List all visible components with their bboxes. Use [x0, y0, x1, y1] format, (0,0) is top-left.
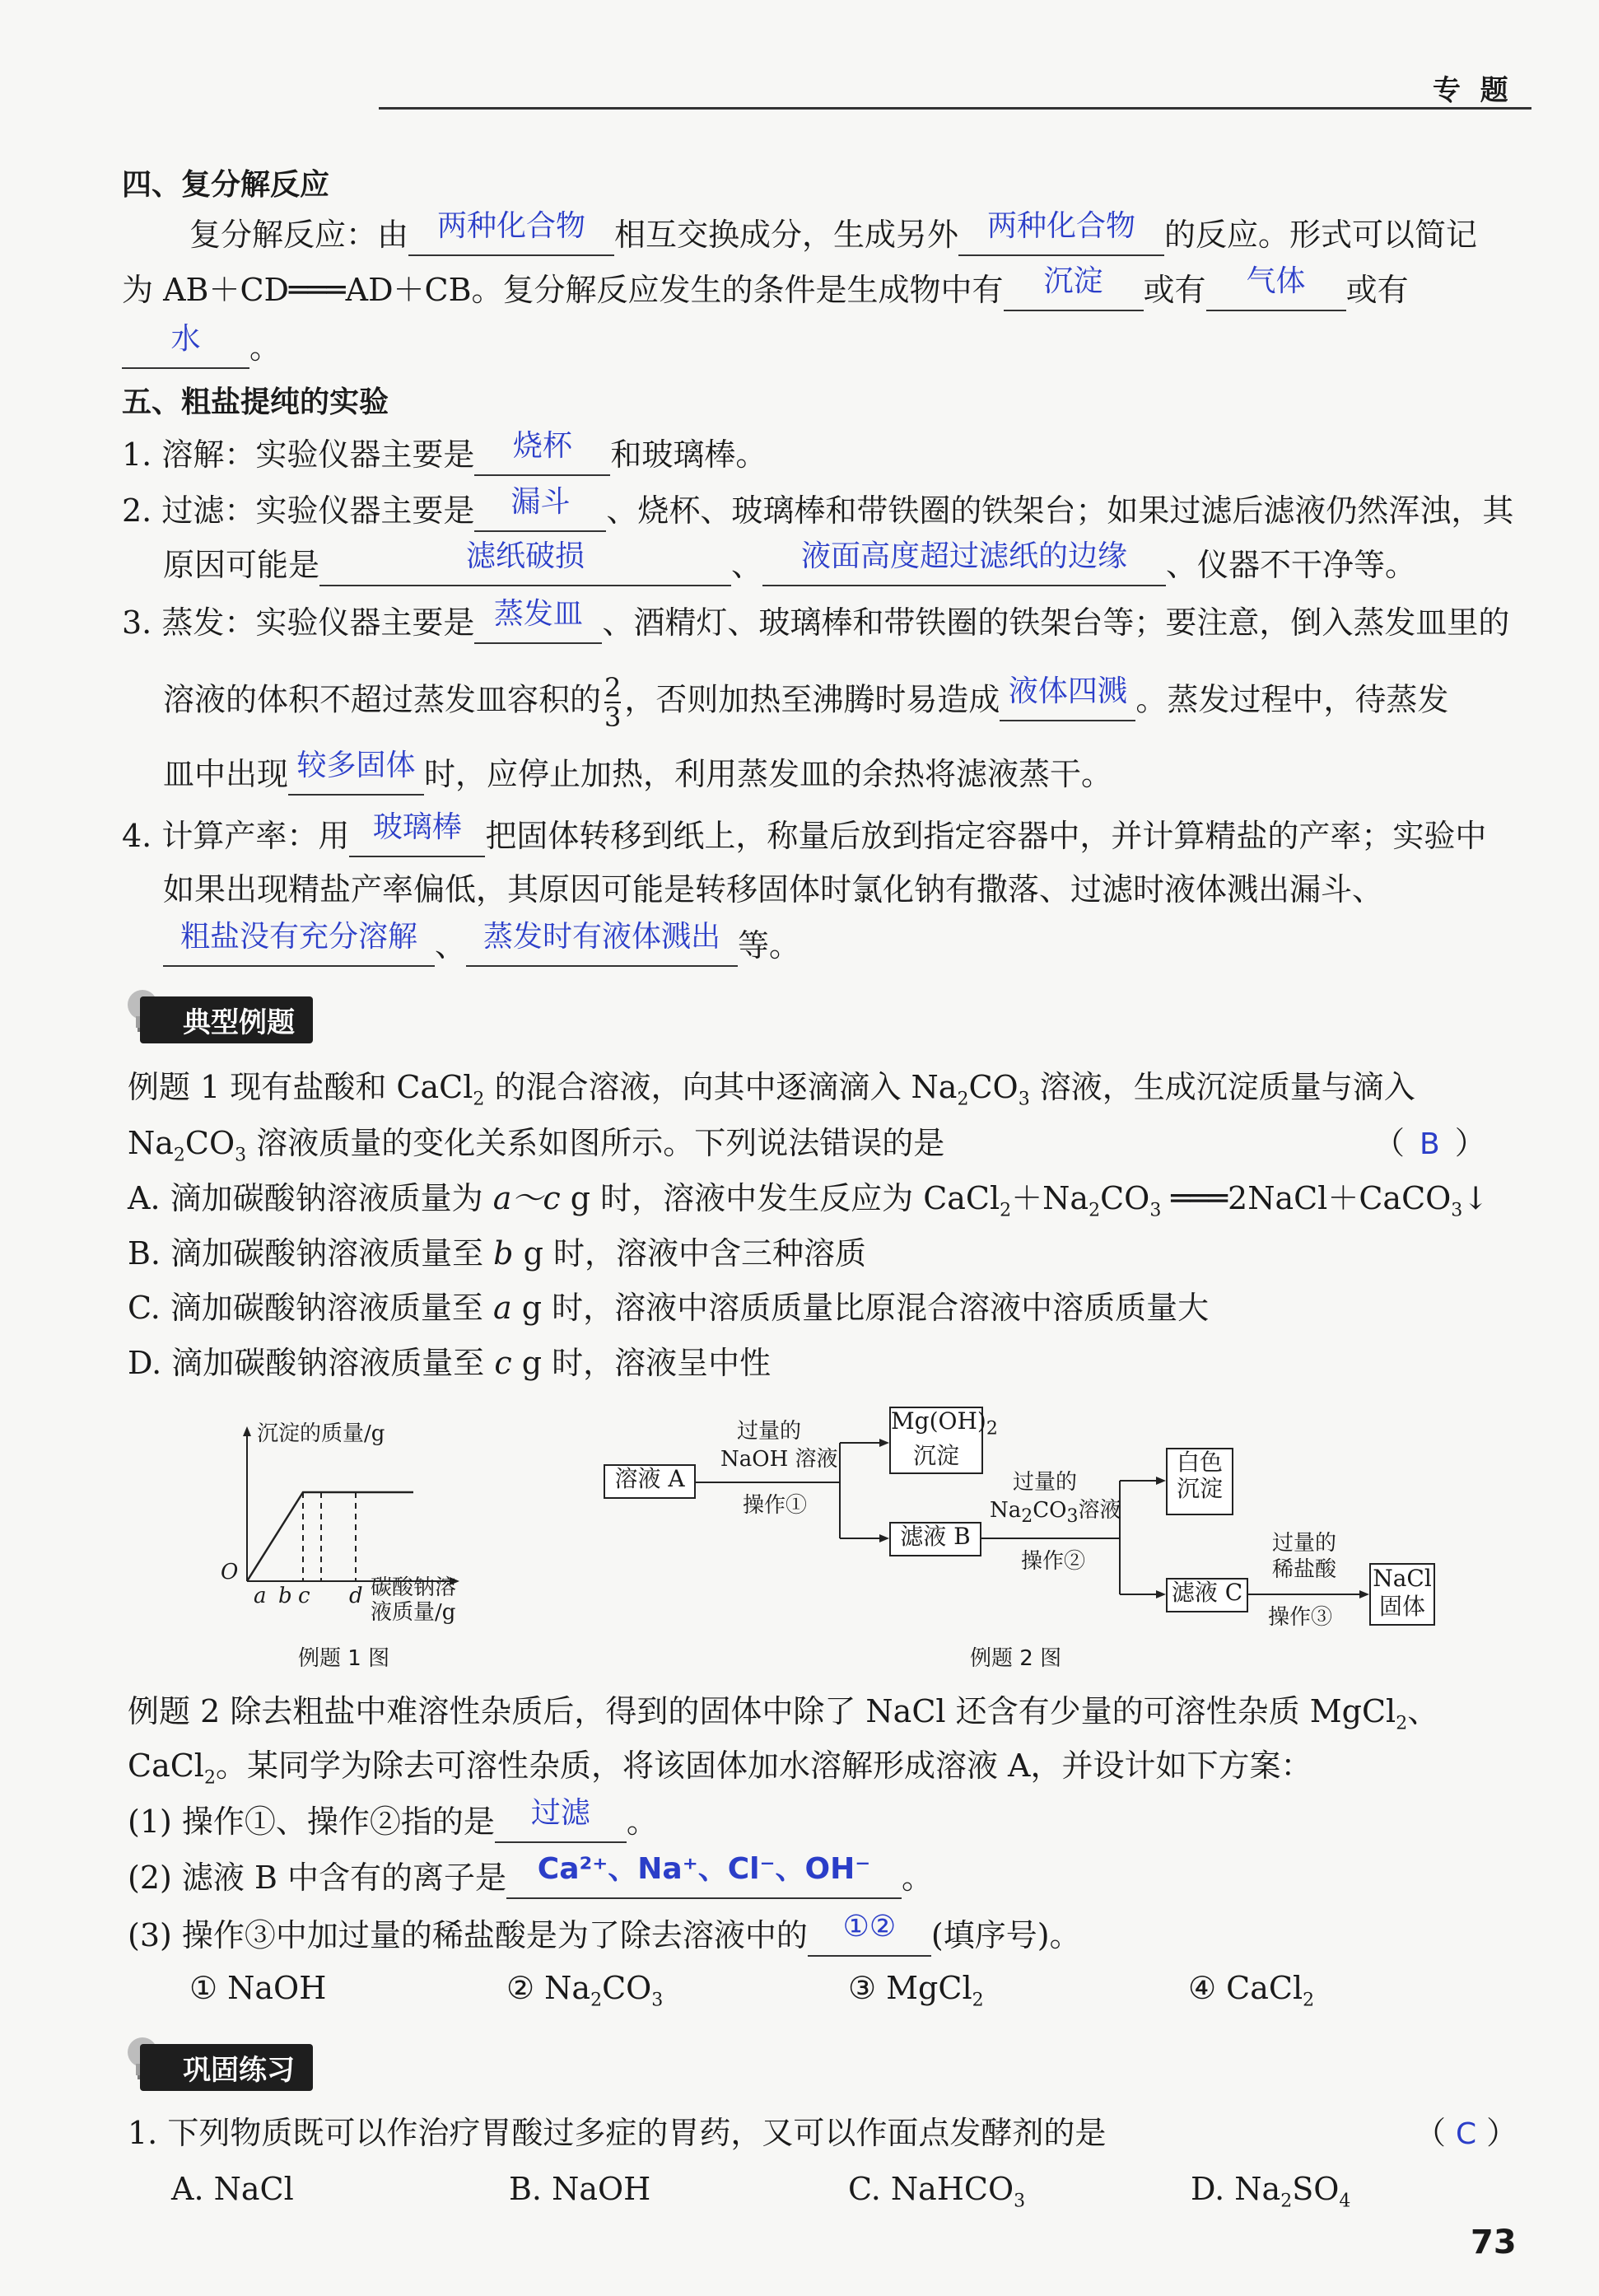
- practice-q1-answer: （ C ）: [1415, 2115, 1518, 2151]
- answer-blank: 较多固体: [296, 749, 416, 782]
- answer-choice: B: [1420, 1127, 1440, 1161]
- box-nacl-solid: NaCl 固体: [1369, 1563, 1435, 1626]
- graph-tick-c: c: [298, 1584, 310, 1608]
- practice-q1-optB: B. NaOH: [509, 2171, 651, 2207]
- practice-q1: 1. 下列物质既可以作治疗胃酸过多症的胃药，又可以作面点发酵剂的是: [128, 2115, 1107, 2151]
- example2-q2: (2) 滤液 B 中含有的离子是 Ca²⁺、Na⁺、Cl⁻、OH⁻ 。: [128, 1853, 933, 1902]
- graph-tick-d: d: [349, 1584, 363, 1608]
- box-white-precipitate: 白色 沉淀: [1166, 1448, 1233, 1515]
- s5-item3c: 皿中出现 较多固体 时，应停止加热，利用蒸发皿的余热将滤液蒸干。: [163, 749, 1112, 799]
- answer-blank: Ca²⁺、Na⁺、Cl⁻、OH⁻: [537, 1852, 871, 1886]
- example2-q1: (1) 操作①、操作②指的是 过滤 。: [128, 1797, 658, 1846]
- practice-q1-optC: C. NaHCO$_3$: [848, 2171, 1026, 2212]
- section4-title: 四、复分解反应: [122, 168, 330, 202]
- page-number: 73: [1471, 2224, 1517, 2261]
- answer-blank: 蒸发皿: [493, 597, 583, 631]
- s5-item4a: 4. 计算产率：用 玻璃棒 把固体转移到纸上，称量后放到指定容器中，并计算精盐的产率；实验中: [122, 811, 1486, 861]
- s4-line2: 为 AB＋CD═══AD＋CB。复分解反应发生的条件是生成物中有 沉淀 或有 气体 或有: [122, 265, 1409, 315]
- s4-line3: 水 。: [122, 323, 281, 372]
- reagent2-line2: $Na_2CO_3$溶液: [990, 1498, 1121, 1528]
- answer-blank: 两种化合物: [987, 209, 1136, 243]
- box-filtrate-c: 滤液 C: [1166, 1578, 1248, 1612]
- s5-item1: 1. 溶解：实验仪器主要是 烧杯 和玻璃棒。: [122, 430, 767, 479]
- graph-ylabel: 沉淀的质量/g: [257, 1421, 385, 1446]
- header-section: 专 题: [1433, 74, 1508, 107]
- s5-item4b: 如果出现精盐产率偏低，其原因可能是转移固体时氯化钠有撒落、过滤时液体溅出漏斗、: [163, 871, 1384, 908]
- answer-blank: 滤纸破损: [466, 539, 585, 573]
- answer-blank: 液面高度超过滤纸的边缘: [801, 539, 1128, 573]
- example1-optA: A. 滴加碳酸钠溶液质量为 a～c g 时，溶液中发生反应为 $CaCl_2+Na_2CO_3$ ═══2NaCl＋CaCO$_3$↓: [128, 1180, 1489, 1221]
- reagent3-line2: 稀盐酸: [1272, 1557, 1337, 1582]
- answer-blank: 两种化合物: [437, 209, 586, 243]
- answer-blank: 水: [170, 322, 201, 356]
- example1-optC: C. 滴加碳酸钠溶液质量至 a g 时，溶液中溶质质量比原混合溶液中溶质质量大: [128, 1290, 1210, 1326]
- graph-tick-a: a: [254, 1584, 267, 1608]
- box-mgoh2-precipitate: $Mg(OH)_2$ 沉淀: [889, 1407, 983, 1474]
- practice-q1-optD: D. $Na_2SO_4$: [1191, 2171, 1351, 2212]
- answer-blank: ①②: [842, 1910, 897, 1944]
- reagent3-line1: 过量的: [1272, 1531, 1337, 1556]
- operation1-label: 操作①: [743, 1493, 808, 1518]
- example2-line1: 例题 2 除去粗盐中难溶性杂质后，得到的固体中除了 NaCl 还含有少量的可溶性杂质 MgCl$_2$、: [128, 1693, 1439, 1734]
- answer-blank: 液体四溅: [1008, 674, 1127, 708]
- practice-q1-optA: A. NaCl: [171, 2171, 294, 2207]
- reagent1-line2: NaOH 溶液: [720, 1447, 838, 1472]
- answer-blank: 气体: [1246, 264, 1306, 298]
- operation3-label: 操作③: [1268, 1605, 1333, 1630]
- s5-item4c: 粗盐没有充分溶解 、 蒸发时有液体溅出 等。: [163, 921, 800, 970]
- example1-optB: B. 滴加碳酸钠溶液质量至 b g 时，溶液中含三种溶质: [128, 1235, 866, 1272]
- figure2-caption: 例题 2 图: [970, 1646, 1062, 1671]
- answer-blank: 沉淀: [1043, 264, 1103, 298]
- example2-choice1: ① NaOH: [189, 1970, 327, 2006]
- typical-examples-badge: 典型例题: [140, 996, 313, 1043]
- example2-q3: (3) 操作③中加过量的稀盐酸是为了除去溶液中的 ①② (填序号)。: [128, 1911, 1081, 1960]
- practice-badge: 巩固练习: [140, 2044, 313, 2091]
- operation2-label: 操作②: [1021, 1549, 1086, 1574]
- graph-xlabel-1: 碳酸钠溶: [371, 1575, 457, 1600]
- answer-blank: 过滤: [530, 1796, 590, 1830]
- example1-answer: （ B ）: [1373, 1125, 1486, 1161]
- answer-blank: 蒸发时有液体溅出: [483, 920, 721, 954]
- fraction-two-thirds: $\frac{2}{3}$: [604, 672, 622, 733]
- s4-line1: 复分解反应：由 两种化合物 相互交换成分，生成另外 两种化合物 的反应。形式可以简记: [189, 210, 1477, 259]
- example2-choice4: ④ CaCl$_2$: [1188, 1970, 1315, 2011]
- graph-xlabel-2: 液质量/g: [371, 1600, 456, 1625]
- s5-item3a: 3. 蒸发：实验仪器主要是 蒸发皿 、酒精灯、玻璃棒和带铁圈的铁架台等；要注意，倒入蒸发皿里的: [122, 598, 1509, 647]
- answer-blank: 玻璃棒: [372, 810, 462, 844]
- example2-choice2: ② $Na_2CO_3$: [506, 1970, 664, 2011]
- answer-blank: 漏斗: [510, 485, 571, 519]
- example2-choice3: ③ MgCl$_2$: [848, 1970, 984, 2011]
- graph-origin: O: [221, 1560, 239, 1584]
- example1-line2: $Na_2CO_3$ 溶液质量的变化关系如图所示。下列说法错误的是: [128, 1125, 945, 1166]
- s5-item2b: 原因可能是 滤纸破损 、 液面高度超过滤纸的边缘 、仪器不干净等。: [163, 540, 1416, 590]
- section5-title: 五、粗盐提纯的实验: [122, 385, 389, 419]
- example1-line1: 例题 1 现有盐酸和 CaCl$_2$ 的混合溶液，向其中逐滴滴入 $Na_2CO_3$ 溶液，生成沉淀质量与滴入: [128, 1069, 1415, 1110]
- answer-blank: 烧杯: [512, 429, 572, 463]
- reagent2-line1: 过量的: [1013, 1470, 1078, 1495]
- example2-line2: CaCl$_2$。某同学为除去可溶性杂质，将该固体加水溶解形成溶液 A，并设计如下方案：: [128, 1748, 1312, 1789]
- s5-item2a: 2. 过滤：实验仪器主要是 漏斗 、烧杯、玻璃棒和带铁圈的铁架台；如果过滤后滤液仍然浑浊，其: [122, 486, 1513, 535]
- answer-blank: 粗盐没有充分溶解: [179, 920, 417, 954]
- box-filtrate-b: 滤液 B: [889, 1522, 981, 1556]
- answer-choice: C: [1456, 2117, 1477, 2151]
- example1-optD: D. 滴加碳酸钠溶液质量至 c g 时，溶液呈中性: [128, 1345, 772, 1381]
- figure1-caption: 例题 1 图: [298, 1646, 390, 1671]
- s5-item3b: 溶液的体积不超过蒸发皿容积的 $\frac{2}{3}$ ，否则加热至沸腾时易造成 液体四溅 。蒸发过程中，待蒸发: [163, 672, 1449, 733]
- graph-tick-b: b: [278, 1584, 292, 1608]
- box-solution-a: 溶液 A: [604, 1464, 696, 1499]
- reagent1-line1: 过量的: [737, 1419, 802, 1444]
